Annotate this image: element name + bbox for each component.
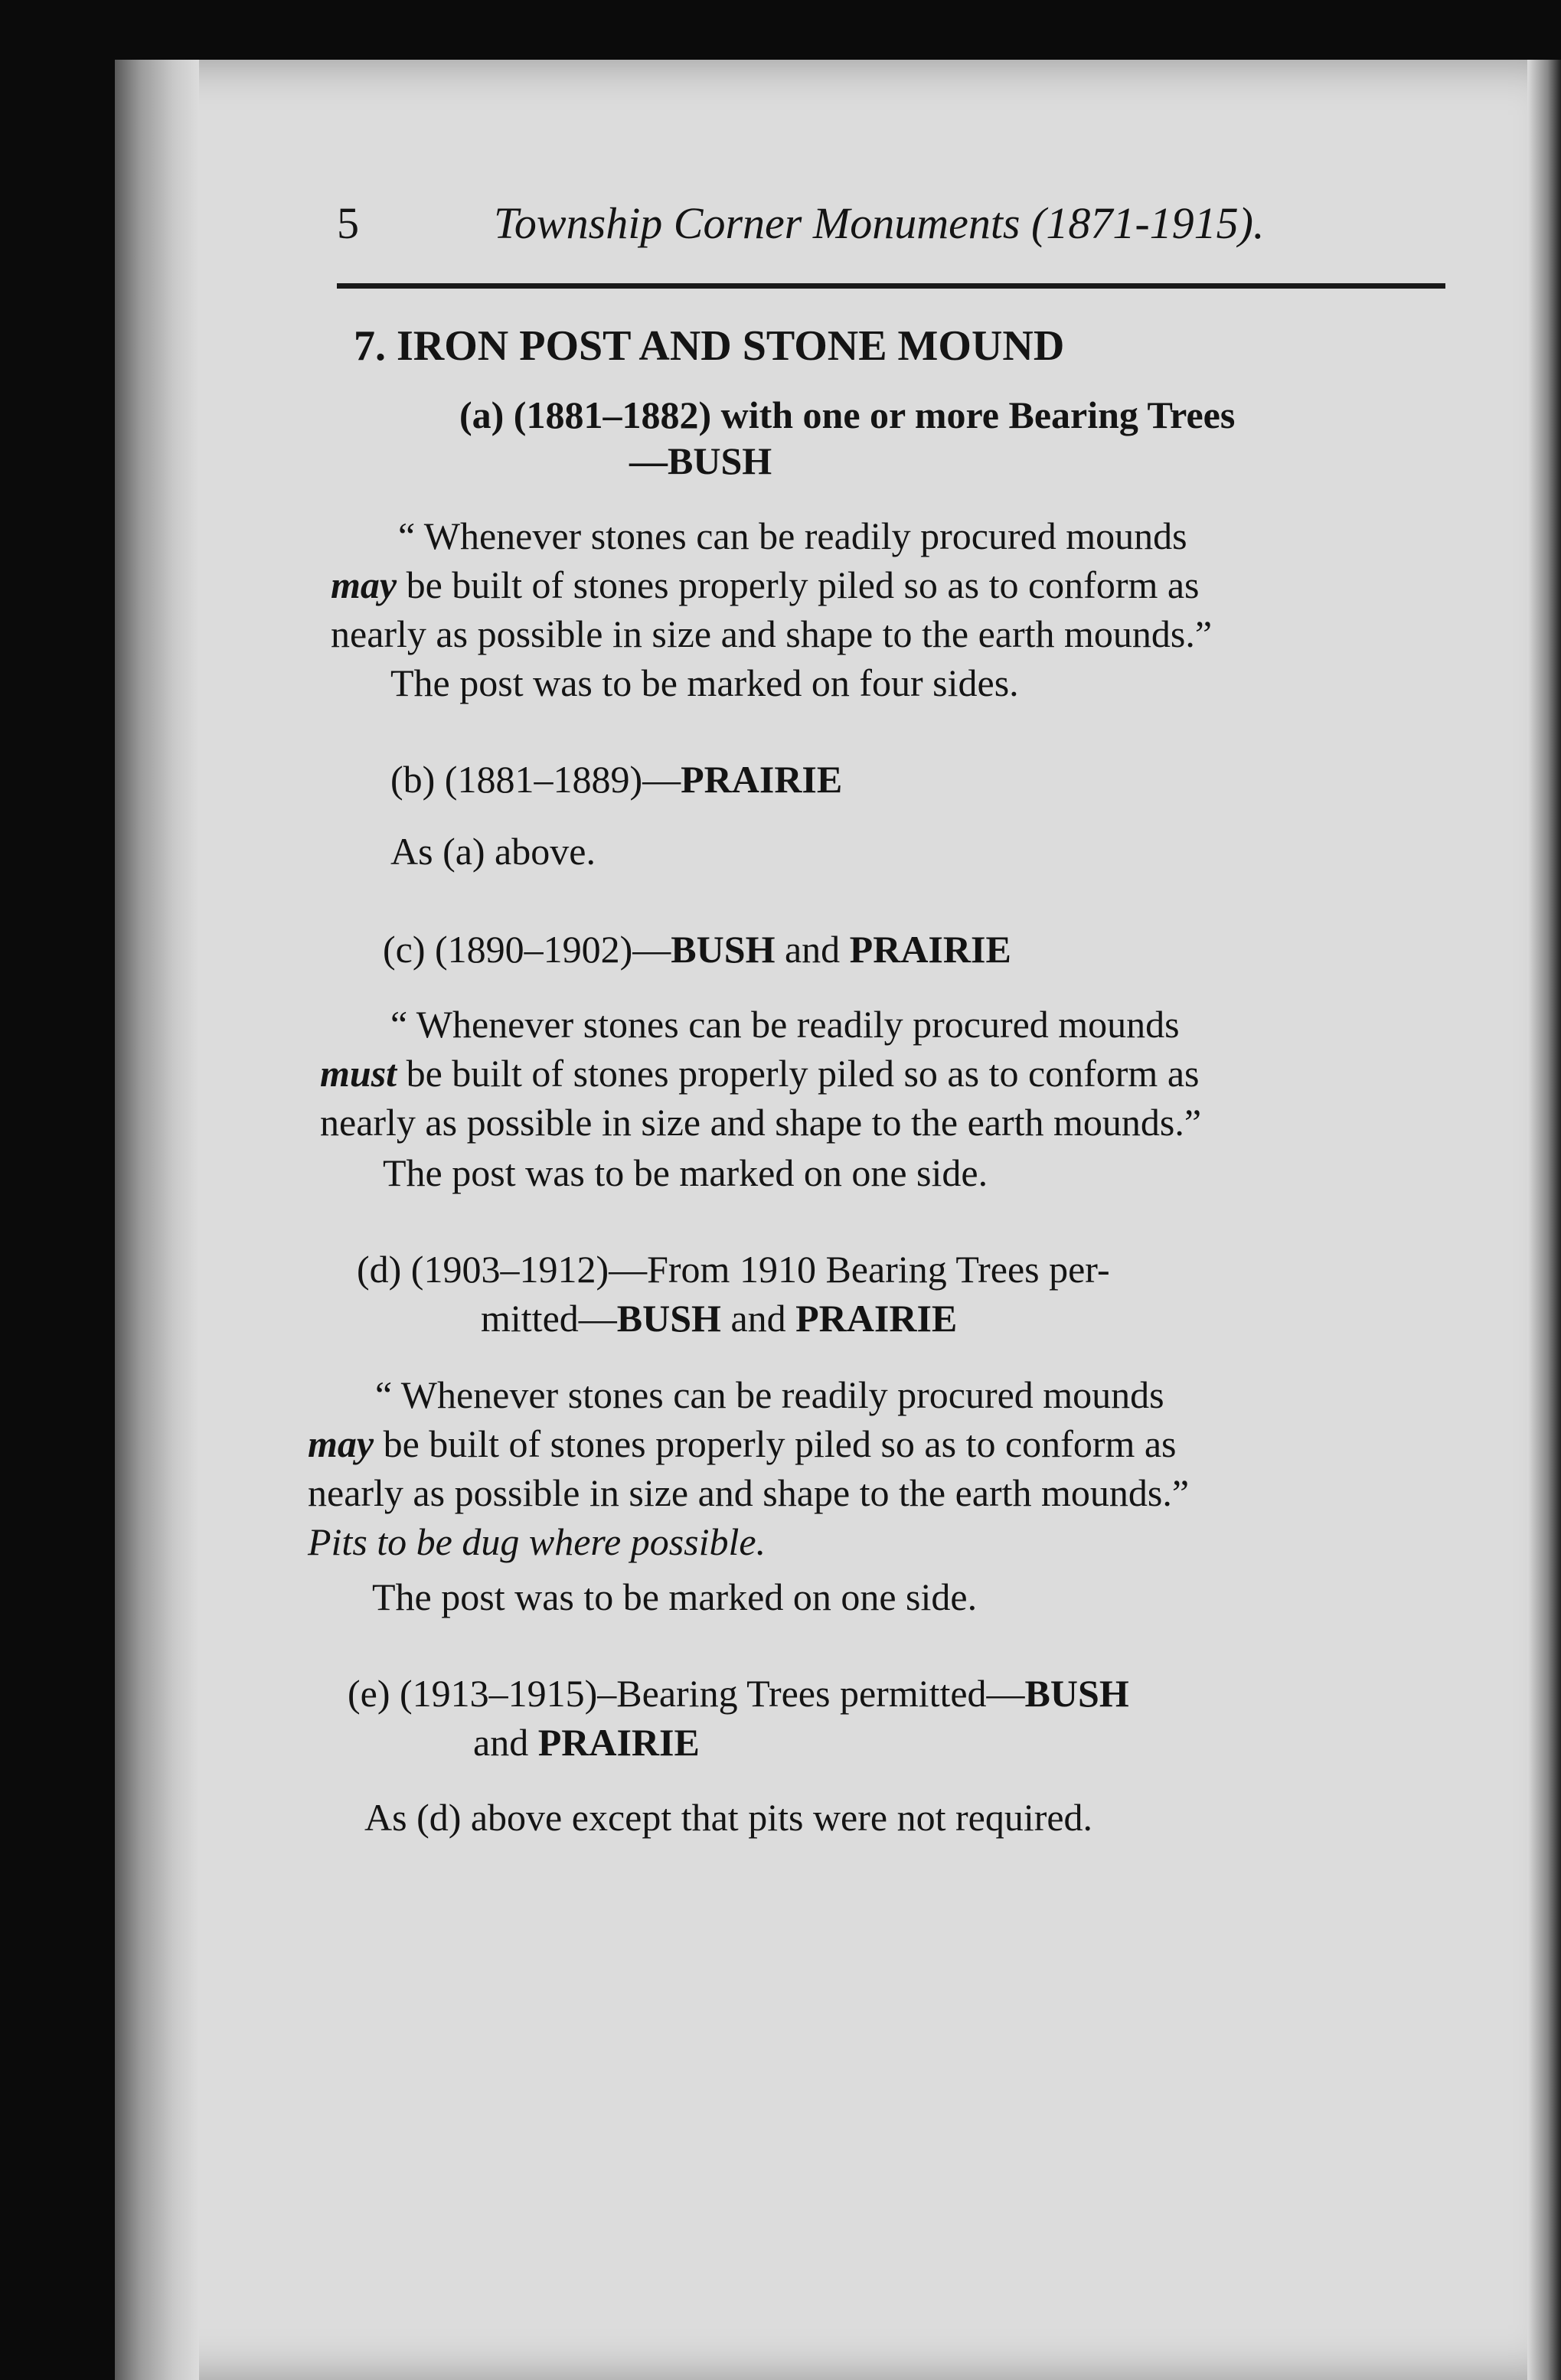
subsection-d-quote-line1: “ Whenever stones can be readily procured mounds	[375, 1373, 1164, 1416]
subsection-d-label-line2	[481, 1294, 957, 1343]
subsection-e-label-line1	[348, 1669, 1129, 1718]
subsection-b-title: (b) (1881–1889)—	[390, 758, 681, 801]
region-bush: BUSH	[616, 1297, 721, 1340]
subsection-d-quote-line3: nearly as possible in size and shape to the earth mounds.”	[308, 1471, 1190, 1514]
subsection-a-label	[459, 390, 1235, 439]
subsection-c-note: The post was to be marked on one side.	[383, 1151, 988, 1194]
subsection-a-title: (a) (1881–1882) with one or more Bearing Trees	[459, 393, 1236, 436]
subsection-a-quote-line1: “ Whenever stones can be readily procured mounds	[398, 514, 1187, 557]
quote-text: be built of stones properly piled so as to conform as	[397, 1052, 1200, 1095]
region-prairie: PRAIRIE	[681, 758, 843, 801]
subsection-d-label-line1: (d) (1903–1912)—From 1910 Bearing Trees per-	[357, 1248, 1110, 1291]
subsection-a-quote-line2	[331, 560, 1200, 609]
section-heading: 7. IRON POST AND STONE MOUND	[354, 322, 1065, 370]
quote-text: be built of stones properly piled so as to conform as	[374, 1422, 1177, 1465]
region-prairie: PRAIRIE	[849, 928, 1011, 971]
header-rule	[337, 283, 1445, 289]
emphasis-may: may	[331, 563, 397, 606]
subsection-c-quote-line2	[320, 1049, 1199, 1098]
emphasis-must: must	[320, 1052, 397, 1095]
region-prairie: PRAIRIE	[795, 1297, 958, 1340]
page-edge-shadow	[1527, 60, 1561, 2380]
region-bush: BUSH	[671, 928, 776, 971]
subsection-e-text: As (d) above except that pits were not required.	[364, 1796, 1093, 1839]
subsection-c-quote-line3: nearly as possible in size and shape to the earth mounds.”	[320, 1101, 1202, 1144]
page-number: 5	[337, 198, 359, 248]
subsection-c-label	[383, 925, 1011, 974]
conjunction: and	[473, 1721, 538, 1764]
subsection-b-text: As (a) above.	[390, 830, 596, 873]
region-prairie: PRAIRIE	[537, 1721, 700, 1764]
subsection-d-note: The post was to be marked on one side.	[372, 1575, 978, 1618]
subsection-d-quote-line2	[308, 1419, 1177, 1468]
subsection-e-label-line2	[473, 1718, 700, 1767]
subsection-c-title: (c) (1890–1902)—	[383, 928, 671, 971]
subsection-a-quote-line3: nearly as possible in size and shape to the earth mounds.”	[331, 612, 1213, 655]
subsection-b-label	[390, 755, 842, 804]
quote-text: be built of stones properly piled so as to conform as	[397, 563, 1200, 606]
subsection-e-title: (e) (1913–1915)–Bearing Trees permitted—	[348, 1672, 1025, 1715]
running-header	[337, 198, 1439, 259]
subsection-a-region: —BUSH	[629, 439, 772, 482]
permitted-text: mitted—	[481, 1297, 617, 1340]
emphasis-may: may	[308, 1422, 374, 1465]
conjunction: and	[720, 1297, 796, 1340]
running-title: Township Corner Monuments (1871-1915).	[494, 198, 1265, 248]
conjunction: and	[775, 928, 850, 971]
subsection-c-quote-line1: “ Whenever stones can be readily procured mounds	[390, 1003, 1180, 1046]
region-bush: BUSH	[1024, 1672, 1129, 1715]
subsection-d-pits-note: Pits to be dug where possible.	[308, 1520, 766, 1563]
subsection-a-note: The post was to be marked on four sides.	[390, 661, 1019, 704]
page-gutter-shadow	[115, 60, 199, 2380]
